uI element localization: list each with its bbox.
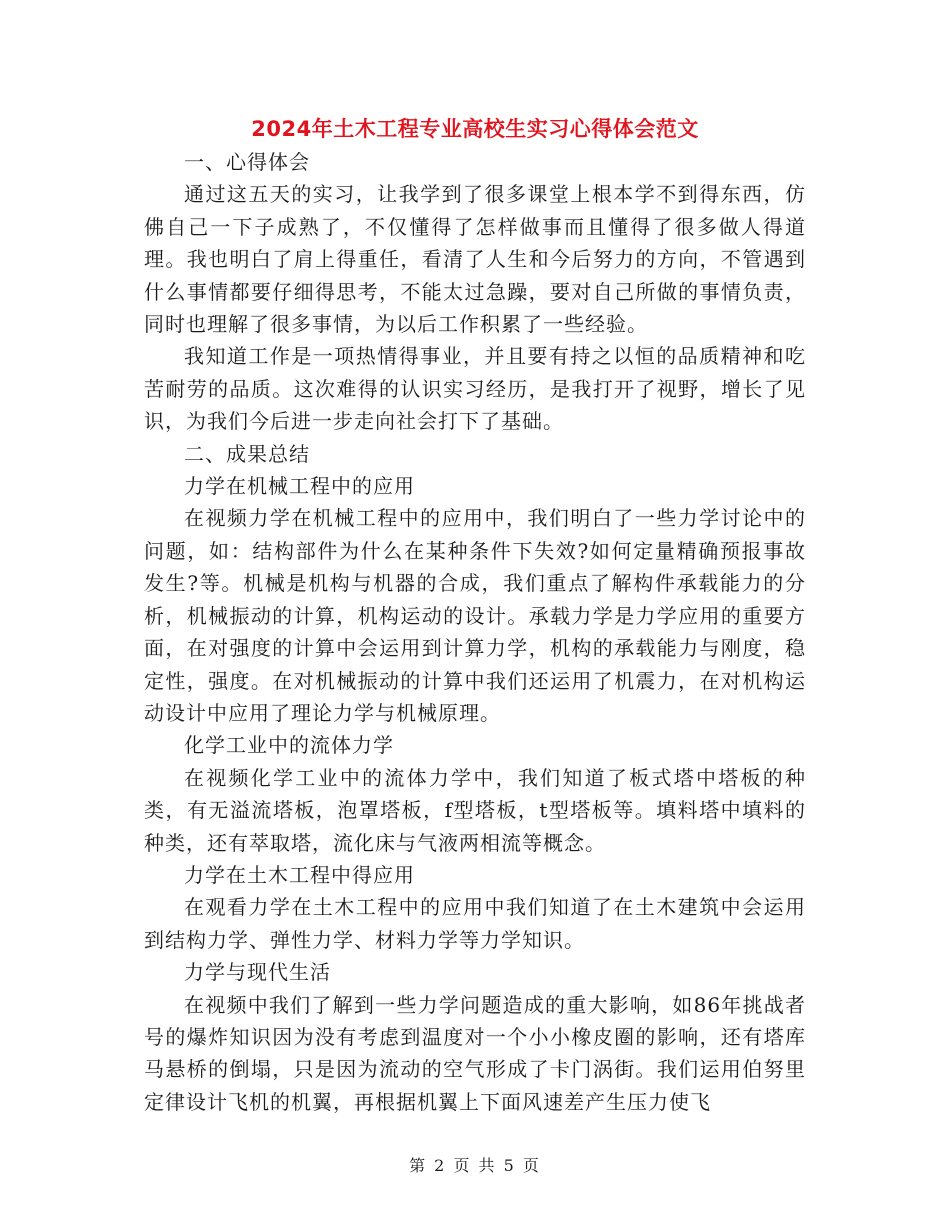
document-title: 2024年土木工程专业高校生实习心得体会范文 bbox=[251, 117, 699, 141]
page-number-footer: 第 2 页 共 5 页 bbox=[409, 1156, 541, 1175]
body-paragraph: 在视频化学工业中的流体力学中，我们知道了板式塔中塔板的种类，有无溢流塔板，泡罩塔板，f型塔板，t型塔板等。填料塔中填料的种类，还有萃取塔，流化床与气液两相流等概念。 bbox=[144, 765, 806, 855]
subheading-modern-life: 力学与现代生活 bbox=[184, 960, 331, 985]
section-heading-results: 二、成果总结 bbox=[184, 441, 310, 466]
document-body bbox=[144, 146, 806, 1118]
body-paragraph: 在观看力学在土木工程中的应用中我们知道了在土木建筑中会运用到结构力学、弹性力学、材料力学等力学知识。 bbox=[144, 895, 806, 952]
subheading-chemical-industry: 化学工业中的流体力学 bbox=[184, 733, 394, 758]
subheading-civil-engineering: 力学在土木工程中得应用 bbox=[184, 862, 415, 887]
section-heading-experience: 一、心得体会 bbox=[184, 150, 310, 174]
body-paragraph: 在视频中我们了解到一些力学问题造成的重大影响，如86年挑战者号的爆炸知识因为没有考虑到温度对一个小小橡皮圈的影响，还有塔库马悬桥的倒塌，只是因为流动的空气形成了卡门涡街。我们运用伯努里定律设计飞机的机翼，再根据机翼上下面风速差产生压力使飞 bbox=[144, 992, 806, 1114]
body-paragraph: 在视频力学在机械工程中的应用中，我们明白了一些力学讨论中的问题，如：结构部件为什么在某种条件下失效?如何定量精确预报事故发生?等。机械是机构与机器的合成，我们重点了解构件承载能力的分析，机械振动的计算，机构运动的设计。承载力学是力学应用的重要方面，在对强度的计算中会运用到计算力学，机构的承载能力与刚度，稳定性，强度。在对机械振动的计算中我们还运用了机震力，在对机构运动设计中应用了理论力学与机械原理。 bbox=[144, 506, 806, 725]
body-paragraph: 通过这五天的实习，让我学到了很多课堂上根本学不到得东西，仿佛自己一下子成熟了，不仅懂得了怎样做事而且懂得了很多做人得道理。我也明白了肩上得重任，看清了人生和今后努力的方向，不管遇到什么事情都要仔细得思考，不能太过急躁，要对自己所做的事情负责，同时也理解了很多事情，为以后工作积累了一些经验。 bbox=[144, 182, 806, 337]
body-paragraph: 我知道工作是一项热情得事业，并且要有持之以恒的品质精神和吃苦耐劳的品质。这次难得的认识实习经历，是我打开了视野，增长了见识，为我们今后进一步走向社会打下了基础。 bbox=[144, 344, 806, 434]
subheading-mechanical-engineering: 力学在机械工程中的应用 bbox=[184, 474, 415, 499]
